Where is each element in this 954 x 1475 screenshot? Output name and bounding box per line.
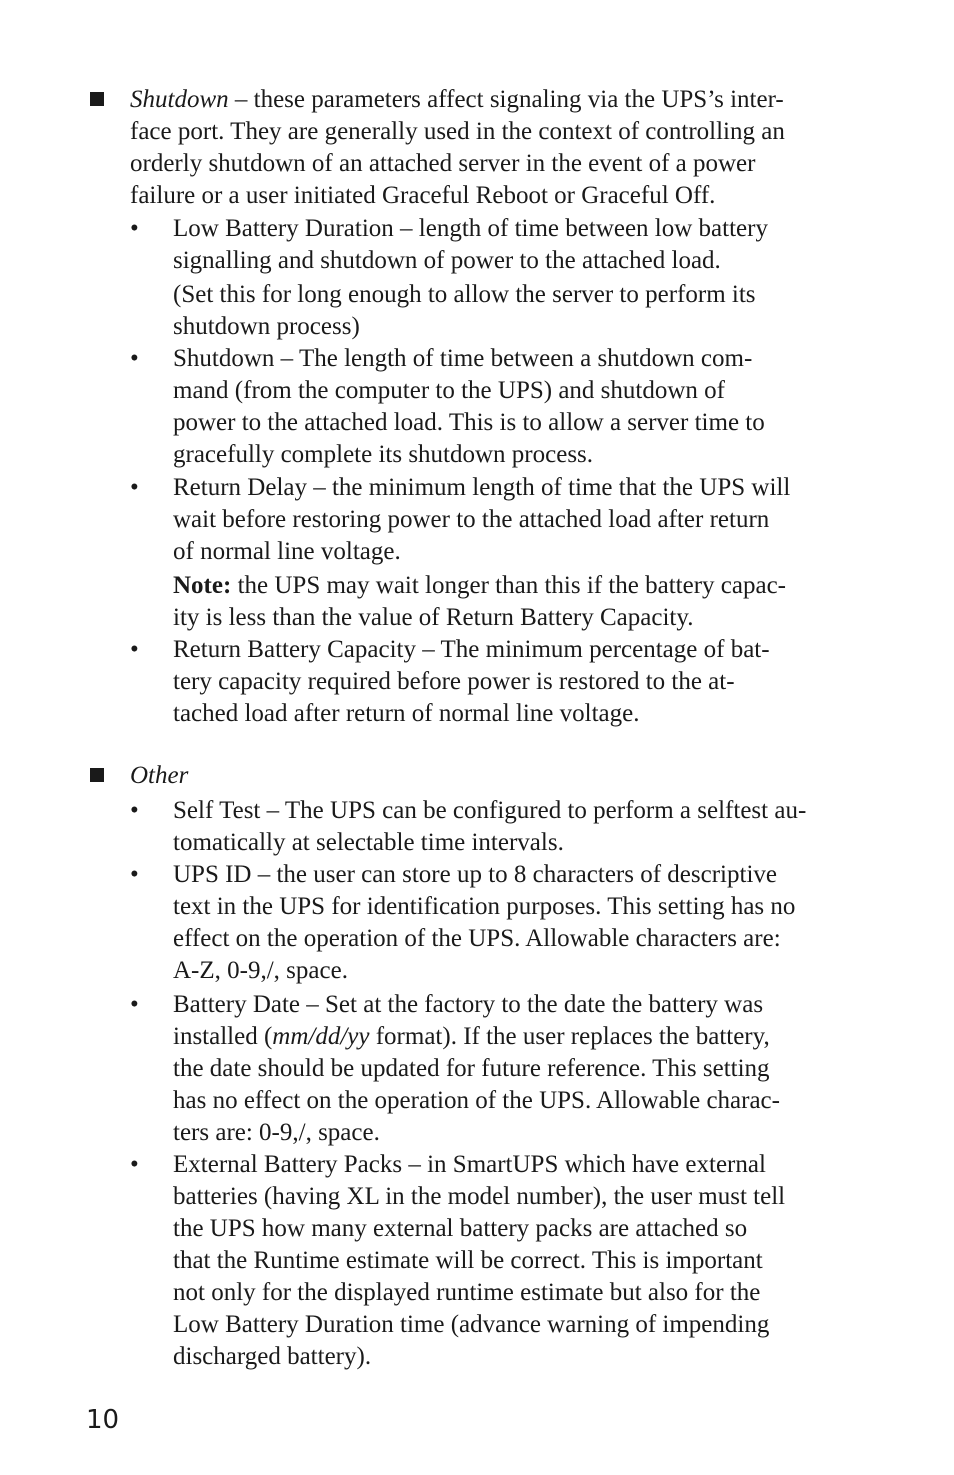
list-item-low-battery-duration: [173, 213, 863, 343]
item-line: the date should be updated for future reference. This setting: [173, 1055, 770, 1082]
list-bullet: •: [130, 861, 139, 888]
list-item-return-delay: [173, 472, 863, 634]
item-text: installed (: [173, 1023, 273, 1050]
item-line: Low Battery Duration – length of time between low battery: [173, 215, 768, 242]
item-line: Return Battery Capacity – The minimum percentage of bat-: [173, 636, 770, 663]
item-line: the UPS how many external battery packs are attached so: [173, 1215, 748, 1242]
item-line: UPS ID – the user can store up to 8 characters of descriptive: [173, 861, 777, 888]
list-bullet: •: [130, 636, 139, 663]
item-text: format). If the user replaces the battery,: [369, 1023, 770, 1050]
list-bullet: •: [130, 345, 139, 372]
item-line: signalling and shutdown of power to the attached load.: [173, 247, 721, 274]
shutdown-heading: Shutdown: [130, 86, 229, 113]
item-line: tery capacity required before power is restored to the at-: [173, 668, 735, 695]
intro-line: failure or a user initiated Graceful Reboot or Graceful Off.: [130, 182, 716, 209]
list-bullet: •: [130, 1151, 139, 1178]
item-line: tached load after return of normal line voltage.: [173, 700, 640, 727]
other-heading: Other: [130, 762, 189, 789]
item-line: External Battery Packs – in SmartUPS which have external: [173, 1151, 766, 1178]
intro-line: – these parameters affect signaling via the UPS’s inter-: [228, 86, 784, 113]
item-line: not only for the displayed runtime estimate but also for the: [173, 1279, 761, 1306]
list-bullet: •: [130, 991, 139, 1018]
item-line: text in the UPS for identification purposes. This setting has no: [173, 893, 796, 920]
list-bullet: •: [130, 797, 139, 824]
item-line: mand (from the computer to the UPS) and shutdown of: [173, 377, 725, 404]
item-line: effect on the operation of the UPS. Allowable characters are:: [173, 925, 781, 952]
item-line: Shutdown – The length of time between a shutdown com-: [173, 345, 753, 372]
item-line: (Set this for long enough to allow the server to perform its: [173, 281, 756, 308]
item-line: batteries (having XL in the model number), the user must tell: [173, 1183, 786, 1210]
list-item-external-battery-packs: [173, 1149, 863, 1373]
note-text: the UPS may wait longer than this if the battery capac-: [231, 572, 787, 599]
item-line: wait before restoring power to the attached load after return: [173, 506, 770, 533]
list-item-return-battery-capacity: [173, 634, 863, 730]
item-line: discharged battery).: [173, 1343, 372, 1370]
item-line: Return Delay – the minimum length of time that the UPS will: [173, 474, 791, 501]
note-label: Note:: [173, 572, 232, 599]
item-line: A-Z, 0-9,/, space.: [173, 957, 348, 984]
section-bullet-square: [90, 768, 104, 782]
page-number: 10: [86, 1405, 120, 1435]
item-line: Self Test – The UPS can be configured to perform a selftest au-: [173, 797, 807, 824]
item-line: tomatically at selectable time intervals.: [173, 829, 564, 856]
list-item-self-test: [173, 795, 863, 859]
item-line: that the Runtime estimate will be correct. This is important: [173, 1247, 763, 1274]
item-line: has no effect on the operation of the UPS. Allowable charac-: [173, 1087, 780, 1114]
intro-line: face port. They are generally used in the context of controlling an: [130, 118, 785, 145]
intro-line: orderly shutdown of an attached server in the event of a power: [130, 150, 756, 177]
item-line: gracefully complete its shutdown process.: [173, 441, 594, 468]
shutdown-intro: [130, 84, 850, 212]
list-bullet: •: [130, 474, 139, 501]
item-line: Battery Date – Set at the factory to the date the battery was: [173, 991, 764, 1018]
list-item-battery-date: [173, 989, 863, 1149]
section-bullet-square: [90, 92, 104, 106]
item-line: shutdown process): [173, 313, 360, 340]
list-bullet: •: [130, 215, 139, 242]
item-line: Low Battery Duration time (advance warning of impending: [173, 1311, 770, 1338]
item-line: ters are: 0-9,/, space.: [173, 1119, 380, 1146]
note-text: ity is less than the value of Return Battery Capacity.: [173, 604, 694, 631]
list-item-ups-id: [173, 859, 863, 987]
date-format-text: mm/dd/yy: [272, 1023, 370, 1050]
item-line: of normal line voltage.: [173, 538, 401, 565]
list-item-shutdown: [173, 343, 863, 471]
item-line: power to the attached load. This is to allow a server time to: [173, 409, 765, 436]
